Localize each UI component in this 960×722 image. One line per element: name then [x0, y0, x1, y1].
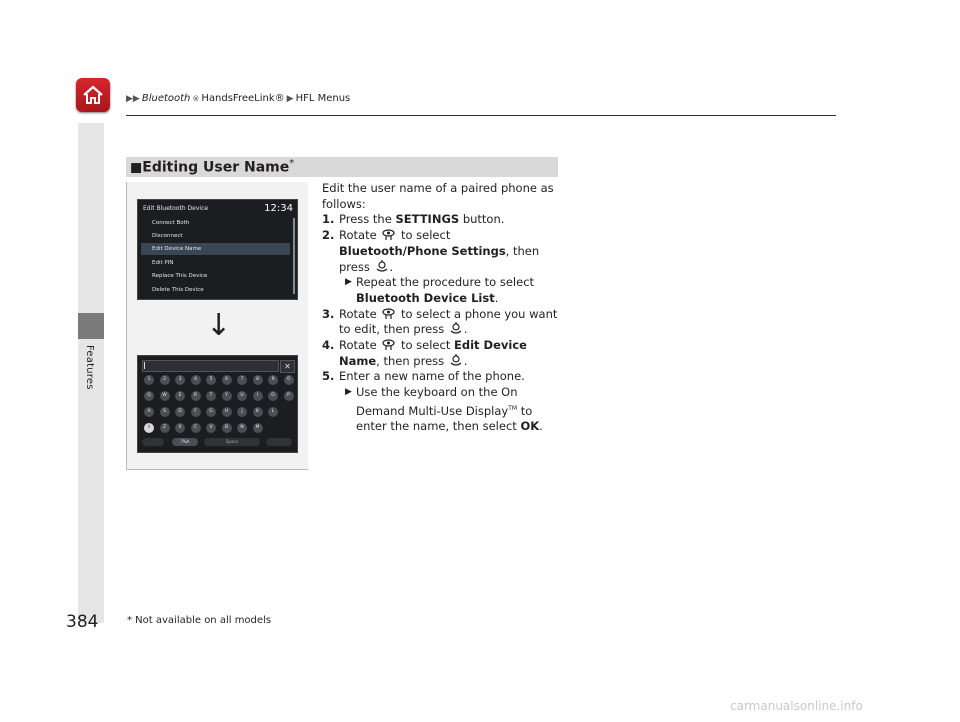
section-title [130, 158, 294, 176]
breadcrumb-arrow-icon: ▶▶ [126, 93, 140, 104]
menu-name: Bluetooth/Phone Settings [339, 243, 506, 258]
name-input-field[interactable] [142, 360, 279, 372]
down-arrow-icon: ↓ [206, 308, 232, 343]
breadcrumb [126, 93, 350, 104]
keyboard-key[interactable]: 7 [237, 375, 247, 385]
step-text: to select [397, 228, 451, 243]
ok-label: OK [520, 419, 540, 434]
keyboard-key[interactable]: 4 [191, 375, 201, 385]
step-text: . [463, 353, 468, 368]
step-text: Press the [339, 212, 396, 227]
section-title-text: Editing User Name [142, 159, 290, 176]
keyboard-key[interactable]: I [253, 391, 263, 401]
keyboard-key[interactable]: J [237, 407, 247, 417]
keyboard-key[interactable]: H [222, 407, 232, 417]
press-knob-icon [450, 354, 462, 367]
sub-arrow-icon: ▶ [345, 387, 352, 398]
step-number: 2. [322, 228, 335, 243]
sidebar-tab-features[interactable] [78, 313, 104, 339]
keyboard-key[interactable]: X [175, 423, 185, 433]
keyboard-key[interactable]: G [206, 407, 216, 417]
keyboard-key[interactable]: K [253, 407, 263, 417]
keyboard-fn-left[interactable] [142, 438, 164, 446]
keyboard-key[interactable]: R [191, 391, 201, 401]
screen-title: Edit Bluetooth Device [143, 205, 209, 212]
keyboard-key[interactable]: 0 [284, 375, 294, 385]
step-text: to select [397, 338, 454, 353]
keyboard-key[interactable]: P [284, 391, 294, 401]
keyboard-key[interactable]: E [175, 391, 185, 401]
step-text: Rotate [339, 338, 377, 353]
step-text: Enter a new name of the phone. [339, 369, 525, 384]
step-number: 5. [322, 369, 335, 384]
settings-button-label: SETTINGS [395, 212, 460, 227]
keyboard-key[interactable]: D [175, 407, 185, 417]
menu-item-connect-both[interactable]: Connect Both [152, 220, 190, 226]
step-5 [322, 369, 562, 385]
rotate-knob-icon [382, 228, 395, 241]
step-text: . [389, 259, 394, 274]
edit-bluetooth-device-screen [137, 199, 298, 300]
step-2-sub [339, 275, 562, 306]
sub-arrow-icon: ▶ [345, 277, 352, 288]
step-3 [322, 307, 562, 338]
keyboard-key[interactable]: 6 [222, 375, 232, 385]
step-number: 3. [322, 306, 335, 321]
rotate-knob-icon [382, 307, 395, 320]
menu-name: Edit Device Name [339, 338, 527, 368]
step-text: Rotate [339, 306, 377, 321]
close-icon[interactable]: ✕ [280, 360, 295, 373]
instructions [322, 181, 562, 435]
keyboard-key[interactable]: V [206, 423, 216, 433]
keyboard-key[interactable]: F [191, 407, 201, 417]
keyboard-symbol-key[interactable]: ?%A [172, 438, 198, 446]
keyboard-key[interactable]: Y [222, 391, 232, 401]
section-square-icon: ■ [130, 160, 143, 176]
breadcrumb-bluetooth[interactable]: Bluetooth [141, 93, 191, 104]
keyboard-key[interactable]: 3 [175, 375, 185, 385]
keyboard-key[interactable]: S [160, 407, 170, 417]
keyboard-key[interactable]: T [206, 391, 216, 401]
step-text: . [463, 322, 468, 337]
step-text: Rotate [339, 228, 377, 243]
sidebar-label: Features [84, 345, 95, 390]
keyboard-key[interactable]: A [144, 407, 154, 417]
scrollbar[interactable] [293, 218, 295, 294]
step-5-sub [339, 385, 562, 435]
intro-text: Edit the user name of a paired phone as follows: [322, 181, 554, 211]
home-icon [81, 83, 105, 107]
step-1 [322, 212, 562, 228]
breadcrumb-handsfreelink[interactable]: HandsFreeLink® [201, 93, 285, 104]
step-text: , then press [339, 243, 540, 274]
keyboard-key[interactable]: M [253, 423, 263, 433]
keyboard-shift-key[interactable]: ⇧ [144, 423, 154, 433]
header-divider [126, 115, 836, 116]
menu-item-delete-device[interactable]: Delete This Device [152, 287, 204, 293]
menu-name: Bluetooth Device List [356, 290, 495, 305]
keyboard-key[interactable]: O [268, 391, 278, 401]
menu-item-edit-device-name[interactable]: Edit Device Name [141, 243, 290, 255]
footnote: * Not available on all models [127, 615, 272, 626]
step-4 [322, 338, 562, 369]
rotate-knob-icon [382, 338, 395, 351]
breadcrumb-arrow-icon: ▶ [286, 93, 294, 104]
breadcrumb-reg-mark: ® [192, 94, 200, 103]
screen-clock: 12:34 [264, 203, 293, 214]
step-text: . [539, 419, 543, 434]
keyboard-key[interactable]: 1 [144, 375, 154, 385]
step-number: 1. [322, 212, 335, 227]
keyboard-fn-right[interactable] [266, 438, 292, 446]
keyboard-key[interactable]: 2 [160, 375, 170, 385]
availability-mark: * [289, 158, 295, 169]
keyboard-key[interactable]: C [191, 423, 201, 433]
keyboard-key[interactable]: Z [160, 423, 170, 433]
step-text: to select a phone you want to edit, then press [339, 306, 558, 337]
keyboard-key[interactable]: B [222, 423, 232, 433]
keyboard-key[interactable]: 5 [206, 375, 216, 385]
keyboard-screen [137, 355, 298, 453]
step-text: Repeat the procedure to select [356, 275, 535, 290]
keyboard-key[interactable]: Q [144, 391, 154, 401]
step-text: . [494, 290, 499, 305]
watermark: carmanualsonline.info [730, 699, 863, 713]
step-text: , then press [376, 353, 445, 368]
keyboard-key[interactable]: 8 [253, 375, 263, 385]
keyboard-space-key[interactable]: Space [204, 438, 260, 446]
trademark-mark: TM [508, 404, 518, 412]
keyboard-key[interactable]: U [237, 391, 247, 401]
keyboard-key[interactable]: W [160, 391, 170, 401]
keyboard-key[interactable]: L [268, 407, 278, 417]
step-text: to enter the name, then select [356, 403, 533, 434]
home-button[interactable] [76, 78, 110, 112]
keyboard-key[interactable]: 9 [268, 375, 278, 385]
breadcrumb-hfl-menus[interactable]: HFL Menus [295, 93, 351, 104]
menu-item-edit-pin[interactable]: Edit PIN [152, 260, 174, 266]
page-number: 384 [66, 612, 99, 632]
step-text: button. [459, 212, 505, 227]
menu-item-disconnect[interactable]: Disconnect [152, 233, 183, 239]
press-knob-icon [450, 322, 462, 335]
text-cursor [144, 362, 145, 369]
press-knob-icon [376, 260, 388, 273]
menu-item-replace-device[interactable]: Replace This Device [152, 273, 208, 279]
step-2 [322, 228, 562, 275]
step-text: Use the keyboard on the On Demand Multi-Use Display [356, 385, 518, 418]
step-number: 4. [322, 338, 335, 353]
keyboard-key[interactable]: N [237, 423, 247, 433]
